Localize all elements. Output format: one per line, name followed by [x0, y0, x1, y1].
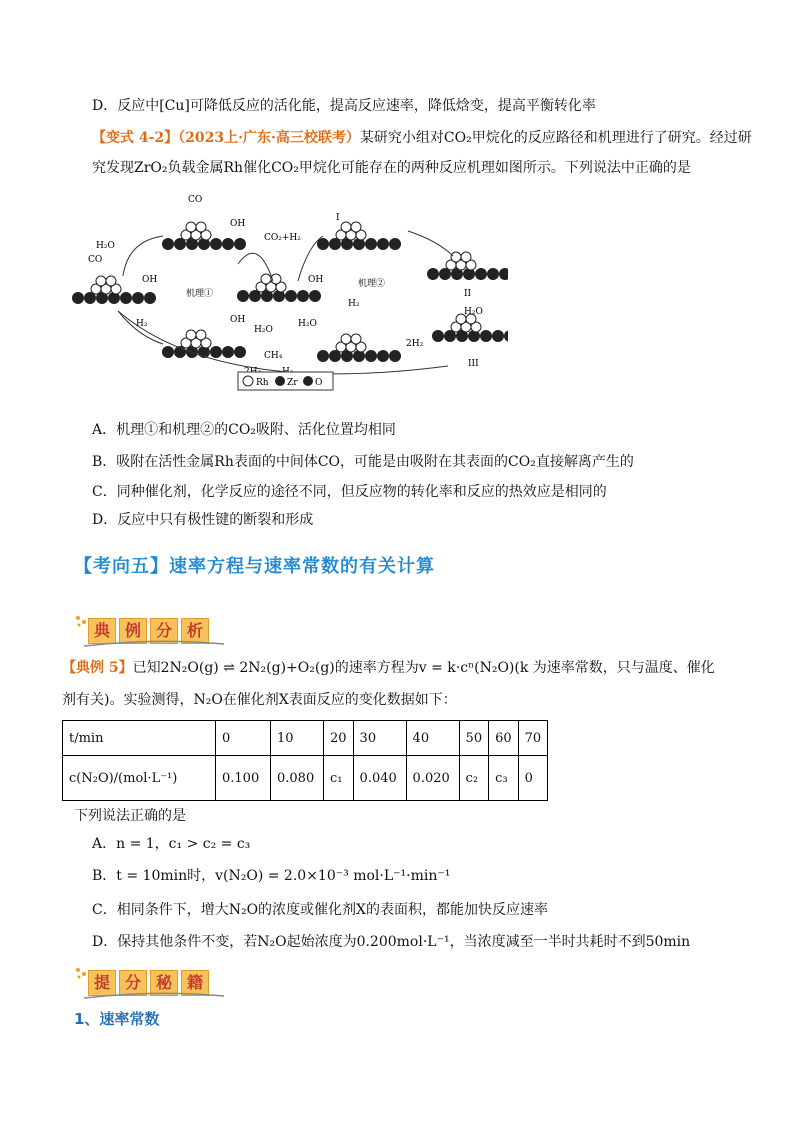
- option-c-1: C．同种催化剂，化学反应的途径不同，但反应物的转化率和反应的热效应是相同的: [92, 484, 607, 500]
- subsection-title: 1、速率常数: [74, 1010, 160, 1028]
- table-cell: 30: [353, 721, 406, 756]
- variant-line-1: [92, 128, 752, 148]
- table-cell: 10: [271, 721, 324, 756]
- example-line-1: [62, 658, 715, 678]
- svg-text:OH: OH: [142, 275, 158, 285]
- svg-text:Zr: Zr: [287, 378, 298, 388]
- svg-text:I: I: [336, 213, 340, 223]
- table-cell: 0.040: [353, 756, 406, 801]
- example-text-2: 剂有关)。实验测得，N₂O在催化剂X表面反应的变化数据如下：: [62, 692, 457, 708]
- badge-char: 分: [119, 970, 147, 996]
- svg-text:CO₂+H₂: CO₂+H₂: [264, 233, 301, 243]
- svg-text:H₂: H₂: [348, 299, 360, 309]
- table-row: [63, 721, 548, 756]
- table-cell: 0.100: [216, 756, 271, 801]
- sparkle-icon: [74, 966, 88, 980]
- catalyst-right: [427, 252, 508, 280]
- option-a-2: A．n = 1，c₁ > c₂ = c₃: [92, 836, 251, 852]
- swoosh-decoration: [84, 640, 224, 648]
- svg-text:机理①: 机理①: [186, 289, 214, 299]
- svg-text:OH: OH: [230, 219, 246, 229]
- table-cell: c₁: [324, 756, 354, 801]
- badge-char: 典: [88, 618, 116, 644]
- option-d-previous: D．反应中[Cu]可降低反应的活化能，提高反应速率，降低焓变，提高平衡转化率: [92, 98, 596, 114]
- variant-tag: 【变式 4-2】（2023上·广东·高三校联考）: [92, 130, 360, 146]
- table-cell: 60: [489, 721, 519, 756]
- badge-char: 秘: [150, 970, 178, 996]
- catalyst-bottom-right: [432, 314, 508, 342]
- badge-char: 籍: [181, 970, 209, 996]
- svg-text:Rh: Rh: [256, 378, 269, 388]
- data-table: [62, 720, 548, 801]
- svg-text:CH₄: CH₄: [264, 351, 283, 361]
- option-b-2: B．t = 10min时，v(N₂O) = 2.0×10⁻³ mol·L⁻¹·min⁻¹: [92, 868, 451, 884]
- badge-char: 析: [181, 618, 209, 644]
- option-c-2: C．相同条件下，增大N₂O的浓度或催化剂X的表面积，都能加快反应速率: [92, 902, 549, 918]
- badge-char: 例: [119, 618, 147, 644]
- svg-text:H₂O: H₂O: [464, 307, 483, 317]
- option-d-2: D．保持其他条件不变，若N₂O起始浓度为0.200mol·L⁻¹，当浓度减至一半时共耗时不到50min: [92, 934, 691, 950]
- svg-text:H₂O: H₂O: [298, 319, 317, 329]
- sparkle-icon: [74, 614, 88, 628]
- table-cell: 0.080: [271, 756, 324, 801]
- svg-text:CO: CO: [188, 195, 203, 205]
- svg-text:H₂O: H₂O: [96, 241, 115, 251]
- svg-text:2H₂: 2H₂: [406, 339, 424, 349]
- table-cell: 0.020: [406, 756, 459, 801]
- question-text: 下列说法正确的是: [74, 808, 186, 824]
- table-row: [63, 756, 548, 801]
- table-cell: 70: [518, 721, 548, 756]
- svg-text:OH: OH: [308, 275, 324, 285]
- svg-text:II: II: [464, 289, 472, 299]
- option-a-1: A．机理①和机理②的CO₂吸附、活化位置均相同: [92, 422, 396, 438]
- table-cell: 0: [518, 756, 548, 801]
- svg-text:O: O: [315, 378, 323, 388]
- section-heading: 【考向五】速率方程与速率常数的有关计算: [74, 556, 435, 577]
- table-cell: c₂: [459, 756, 489, 801]
- example-text-1: 已知2N₂O(g) ⇌ 2N₂(g)+O₂(g)的速率方程为v = k·cⁿ(N₂O)(k 为速率常数，只与温度、催化: [132, 660, 715, 676]
- table-cell: t/min: [63, 721, 216, 756]
- option-b-1: B．吸附在活性金属Rh表面的中间体CO，可能是由吸附在其表面的CO₂直接解离产生的: [92, 454, 634, 470]
- svg-text:H₂O: H₂O: [254, 325, 273, 335]
- catalyst-bottom-left: [162, 330, 246, 358]
- svg-text:机理②: 机理②: [358, 279, 386, 289]
- table-cell: 40: [406, 721, 459, 756]
- badge-char: 提: [88, 970, 116, 996]
- svg-text:CO: CO: [88, 255, 103, 265]
- table-cell: 0: [216, 721, 271, 756]
- option-d-1: D．反应中只有极性键的断裂和形成: [92, 512, 314, 528]
- badge-char: 分: [150, 618, 178, 644]
- svg-text:H₂: H₂: [136, 319, 148, 329]
- table-cell: c₃: [489, 756, 519, 801]
- table-cell: c(N₂O)/(mol·L⁻¹): [63, 756, 216, 801]
- catalyst-top-right: [317, 222, 401, 250]
- mechanism-diagram: [68, 186, 508, 396]
- catalyst-bottom-center: [317, 334, 401, 362]
- svg-text:OH: OH: [230, 315, 246, 325]
- swoosh-decoration: [84, 992, 224, 1000]
- table-cell: 50: [459, 721, 489, 756]
- variant-text-1: 某研究小组对CO₂甲烷化的反应路径和机理进行了研究。经过研: [359, 130, 752, 146]
- svg-text:III: III: [468, 359, 479, 369]
- table-cell: 20: [324, 721, 354, 756]
- example-tag: 【典例 5】: [62, 660, 133, 676]
- variant-text-2: 究发现ZrO₂负载金属Rh催化CO₂甲烷化可能存在的两种反应机理如图所示。下列说法中正确的是: [92, 160, 691, 176]
